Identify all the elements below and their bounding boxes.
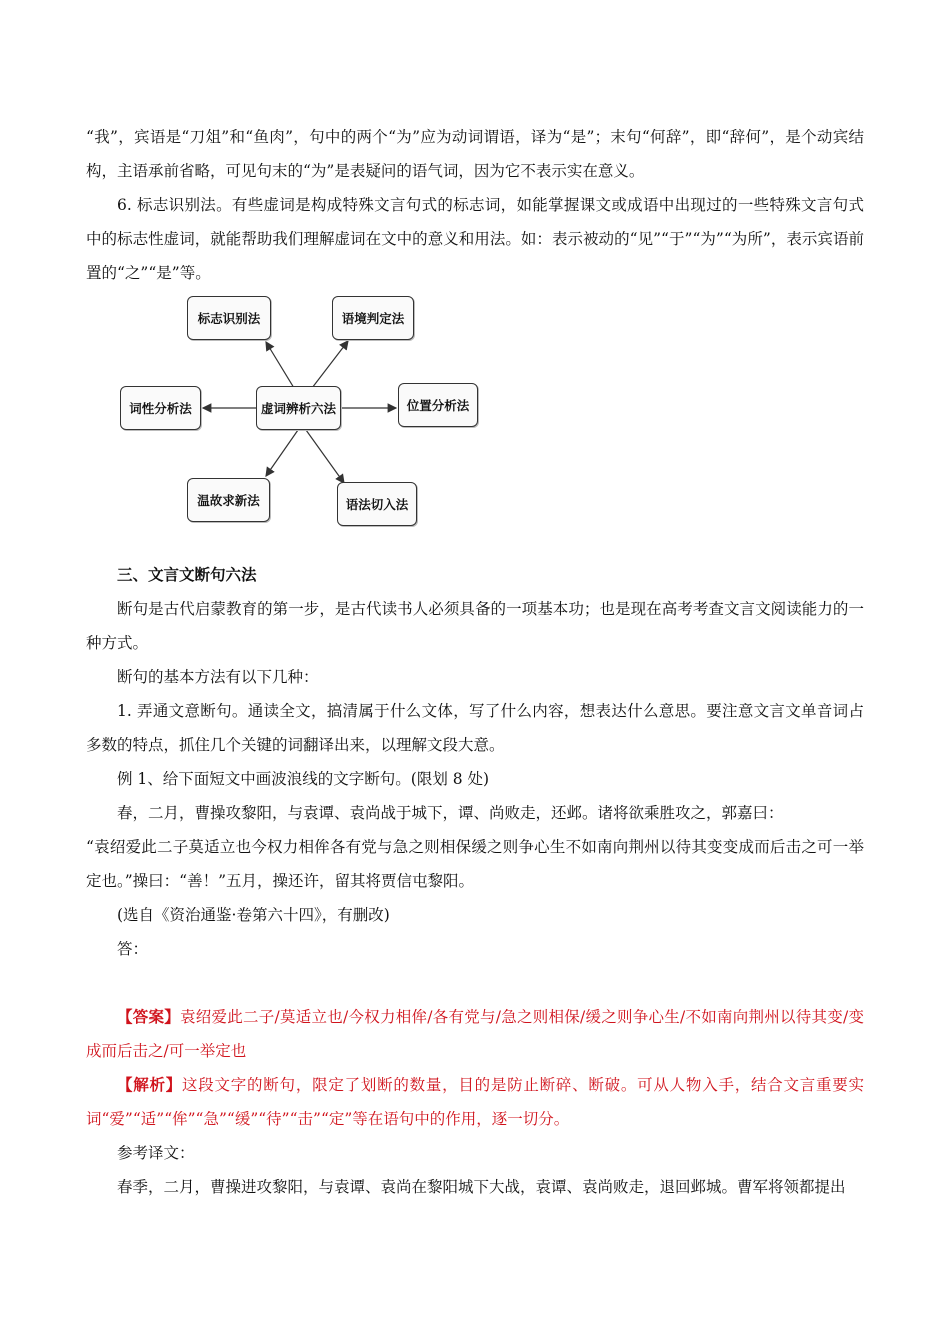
answer-label: 【答案】: [117, 1007, 181, 1026]
example-source: (选自《资治通鉴·卷第六十四》，有删改): [117, 906, 390, 924]
node-context-judgment: 语境判定法: [332, 296, 414, 340]
analysis-text: 这段文字的断句，限定了划断的数量，目的是防止断碎、断破。可从人物入手，结合文言重要实词“爱”“适”“侔”“急”“缓”“待”“击”“定”等在语句中的作用，逐一切分。: [86, 1076, 864, 1128]
example-title: 例 1、给下面短文中画波浪线的文字断句。(限划 8 处): [117, 770, 490, 788]
answer-text: 袁绍爱此二子/莫适立也/今权力相侔/各有党与/急之则相保/缓之则争心生/不如南向荆州以待其变/变成而后击之/可一举定也: [86, 1008, 864, 1060]
arrow-to-bottom-right: [306, 430, 344, 483]
paragraph-continued: “我”，宾语是“刀俎”和“鱼肉”，句中的两个“为”应为动词谓语，译为“是”；末句“何辞”，即“辞何”，是个动宾结构，主语承前省略，可见句末的“为”是表疑问的语气词，因为它不表示实在意义。: [86, 128, 864, 180]
method-1: 1. 弄通文意断句。通读全文，搞清属于什么文体，写了什么内容，想表达什么意思。要注意文言文单音词占多数的特点，抓住几个关键的词翻译出来，以理解文段大意。: [86, 702, 864, 754]
example-text-2: “袁绍爱此二子莫适立也今权力相侔各有党与急之则相保缓之则争心生不如南向荆州以待其变变成而后击之可一举定也。”操曰：“善！”五月，操还许，留其将贾信屯黎阳。: [86, 838, 864, 890]
methods-lead: 断句的基本方法有以下几种：: [117, 668, 319, 686]
node-marker-identification: 标志识别法: [187, 296, 271, 340]
section-heading: 三、文言文断句六法: [117, 565, 257, 584]
answer-blank-space: [86, 966, 864, 1000]
arrow-to-top-left: [266, 342, 294, 388]
arrow-to-top-right: [312, 341, 348, 388]
translation-text: 春季，二月，曹操进攻黎阳，与袁谭、袁尚在黎阳城下大战，袁谭、袁尚败走，退回邺城。曹军将领都提出: [117, 1178, 846, 1196]
node-part-of-speech: 词性分析法: [120, 386, 201, 430]
paragraph-marker-method: 6. 标志识别法。有些虚词是构成特殊文言句式的标志词，如能掌握课文或成语中出现过的一些特殊文言句式中的标志性虚词，就能帮助我们理解虚词在文中的意义和用法。如：表示被动的“见”“于”“为”“为所”，表示宾语前置的“之”“是”等。: [86, 196, 864, 282]
function-word-methods-diagram: [86, 296, 864, 548]
section-intro: 断句是古代启蒙教育的第一步，是古代读书人必须具备的一项基本功；也是现在高考考查文言文阅读能力的一种方式。: [86, 600, 864, 652]
example-text-1: 春，二月，曹操攻黎阳，与袁谭、袁尚战于城下，谭、尚败走，还邺。诸将欲乘胜攻之，郭嘉曰：: [117, 804, 784, 822]
answer-paragraph: [86, 1000, 864, 1068]
node-center-six-methods: 虚词辨析六法: [256, 386, 341, 430]
document-page: [86, 120, 864, 1204]
analysis-label: 【解析】: [117, 1075, 183, 1094]
node-grammar-entry: 语法切入法: [337, 482, 417, 526]
node-review-old-new: 温故求新法: [187, 478, 270, 522]
answer-prompt: 答：: [117, 940, 149, 958]
translation-label: 参考译文：: [117, 1144, 195, 1162]
analysis-paragraph: [86, 1068, 864, 1136]
arrow-to-bottom-left: [266, 430, 298, 476]
node-position-analysis: 位置分析法: [398, 383, 478, 427]
